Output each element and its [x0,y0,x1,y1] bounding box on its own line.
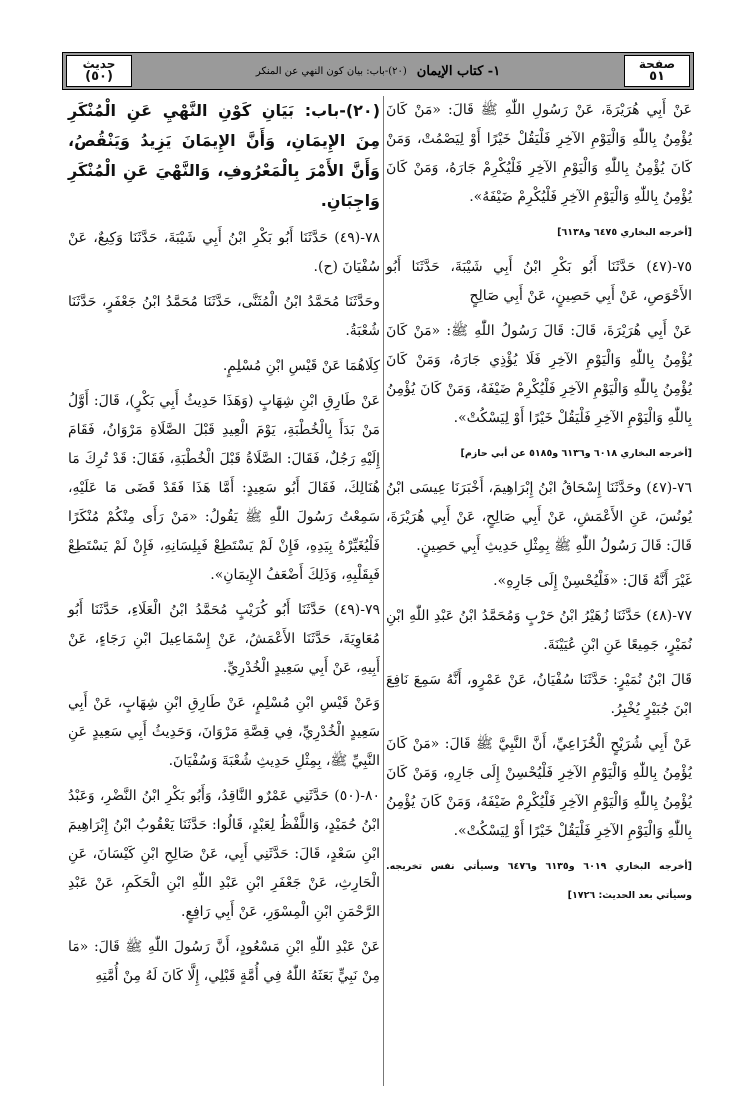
page-number-box [624,55,690,87]
hadith-paragraph: عَنْ أَبِي شُرَيْحٍ الْخُزَاعِيِّ، أَنَّ النَّبِيَّ ﷺ قَالَ: «مَنْ كَانَ يُؤْمِنُ بِاللّٰهِ وَالْيَوْمِ الآخِرِ فَلْيُحْسِنْ إِلَى جَارِهِ، وَمَنْ كَانَ يُؤْمِنُ بِاللّٰهِ وَالْيَوْمِ الآخِرِ فَلْيُكْرِمْ ضَيْفَهُ، وَمَنْ كَانَ يُؤْمِنُ بِاللّٰهِ وَالْيَوْمِ الآخِرِ فَلْيَقُلْ خَيْرًا أَوْ لِيَسْكُتْ». [386,736,692,839]
hadith-paragraph: عَنْ أَبِي هُرَيْرَةَ، قَالَ: قَالَ رَسُولُ اللّٰهِ ﷺ: «مَنْ كَانَ يُؤْمِنُ بِاللّٰهِ وَالْيَوْمِ الآخِرِ فَلَا يُؤْذِي جَارَهُ، وَمَنْ كَانَ يُؤْمِنُ بِاللّٰهِ وَالْيَوْمِ الآخِرِ فَلْيُكْرِمْ ضَيْفَهُ، وَمَنْ كَانَ يُؤْمِنُ بِاللّٰهِ وَالْيَوْمِ الآخِرِ فَلْيَقُلْ خَيْرًا أَوْ لِيَسْكُتْ». [386,323,692,426]
takhrij-note: [أخرجه البخاري ٦٤٧٥ و٦١٣٨] [557,227,692,238]
chapter-title: (٢٠)-باب: بيان كون النهي عن المنكر [255,65,407,77]
page-number: ٥١ [649,69,665,85]
hadith-paragraph: غَيْرَ أَنَّهُ قَالَ: «فَلْيُحْسِنْ إِلَى جَارِهِ». [493,573,692,589]
hadith-paragraph: عَنْ عَبْدِ اللّٰهِ ابْنِ مَسْعُودٍ، أَنَّ رَسُولَ اللّٰهِ ﷺ قَالَ: «مَا مِنْ نَبِيٍّ بَعَثَهُ اللّٰهُ فِي أُمَّةٍ قَبْلِي، إِلَّا كَانَ لَهُ مِنْ أُمَّتِهِ [68,939,380,984]
column-divider [383,96,384,1086]
hadith-paragraph: كِلَاهُمَا عَنْ قَيْسِ ابْنِ مُسْلِمٍ. [222,358,380,374]
hadith-paragraph: ٧٥-(٤٧) حَدَّثَنَا أَبُو بَكْرِ ابْنُ أَبِي شَيْبَةَ، حَدَّثَنَا أَبُو الأَحْوَصِ، عَنْ أَبِي حَصِينٍ، عَنْ أَبِي صَالِحٍ [386,259,692,304]
page-label: صفحة [638,56,676,71]
hadith-paragraph: ٧٧-(٤٨) حَدَّثَنَا زُهَيْرُ ابْنُ حَرْبٍ وَمُحَمَّدُ ابْنُ عَبْدِ اللّٰهِ ابْنِ نُمَيْرٍ، جَمِيعًا عَنِ ابْنِ عُيَيْنَةَ. [386,608,692,653]
hadith-paragraph: قَالَ ابْنُ نُمَيْرٍ: حَدَّثَنَا سُفْيَانُ، عَنْ عَمْرٍو، أَنَّهُ سَمِعَ نَافِعَ ابْنَ جُبَيْرٍ يُخْبِرُ. [386,672,692,717]
hadith-paragraph: ٨٠-(٥٠) حَدَّثَنِي عَمْرٌو النَّاقِدُ، وَأَبُو بَكْرِ ابْنُ النَّضْرِ، وَعَبْدُ ابْنُ حُمَيْدٍ، وَاللَّفْظُ لِعَبْدٍ، قَالُوا: حَدَّثَنَا يَعْقُوبُ ابْنُ إِبْرَاهِيمَ ابْنِ سَعْدٍ، قَالَ: حَدَّثَنِي أَبِي، عَنْ صَالِحِ ابْنِ كَيْسَانَ، عَنِ الْحَارِثِ، عَنْ جَعْفَرِ ابْنِ عَبْدِ اللّٰهِ ابْنِ الْحَكَمِ، عَنْ عَبْدِ الرَّحْمَنِ ابْنِ الْمِسْوَرِ، عَنْ أَبِي رَافِعٍ. [68,788,380,920]
left-column [68,96,380,997]
hadith-label: حديث [82,56,116,71]
hadith-number: (٥٠) [85,69,113,85]
hadith-paragraph: عَنْ أَبِي هُرَيْرَةَ، عَنْ رَسُولِ اللّٰهِ ﷺ قَالَ: «مَنْ كَانَ يُؤْمِنُ بِاللّٰهِ وَالْيَوْمِ الآخِرِ فَلْيَقُلْ خَيْرًا أَوْ لِيَصْمُتْ، وَمَنْ كَانَ يُؤْمِنُ بِاللّٰهِ وَالْيَوْمِ الآخِرِ فَلْيُكْرِمْ جَارَهُ، وَمَنْ كَانَ يُؤْمِنُ بِاللّٰهِ وَالْيَوْمِ الآخِرِ فَلْيُكْرِمْ ضَيْفَهُ». [386,102,692,205]
running-title [141,56,615,86]
page-header [62,52,694,90]
takhrij-note: [أخرجه البخاري ٦٠١٨ و٦١٣٦ و٥١٨٥ عن أبي حازم] [460,448,692,459]
hadith-paragraph: ٧٩-(٤٩) حَدَّثَنَا أَبُو كُرَيْبٍ مُحَمَّدُ ابْنُ الْعَلَاءِ، حَدَّثَنَا أَبُو مُعَاوِيَةَ، حَدَّثَنَا الأَعْمَشُ، عَنْ إِسْمَاعِيلَ ابْنِ رَجَاءٍ، عَنْ أَبِيهِ، عَنْ أَبِي سَعِيدٍ الْخُدْرِيِّ. [68,602,380,676]
hadith-paragraph: ٧٨-(٤٩) حَدَّثَنَا أَبُو بَكْرِ ابْنُ أَبِي شَيْبَةَ، حَدَّثَنَا وَكِيعٌ، عَنْ سُفْيَانَ (ح). [68,230,380,275]
takhrij-note: [أخرجه البخاري ٦٠١٩ و٦١٣٥ و٦٤٧٦ وسيأتي نفس تخريجه. وسيأتي بعد الحديث: ١٧٢٦] [386,861,693,901]
hadith-number-box [66,55,132,87]
book-title: ١- كتاب الإيمان [416,63,501,79]
hadith-paragraph: وَعَنْ قَيْسِ ابْنِ مُسْلِمٍ، عَنْ طَارِقِ ابْنِ شِهَابٍ، عَنْ أَبِي سَعِيدٍ الْخُدْرِيِّ، فِي قِصَّةِ مَرْوَانَ، وَحَدِيثُ أَبِي سَعِيدٍ عَنِ النَّبِيِّ ﷺ، بِمِثْلِ حَدِيثِ شُعْبَةَ وَسُفْيَانَ. [68,695,380,769]
right-column [386,96,692,916]
hadith-paragraph: عَنْ طَارِقِ ابْنِ شِهَابٍ (وَهَذَا حَدِيثُ أَبِي بَكْرٍ)، قَالَ: أَوَّلُ مَنْ بَدَأَ بِالْخُطْبَةِ، يَوْمَ الْعِيدِ قَبْلَ الصَّلَاةِ مَرْوَانُ، فَقَامَ إِلَيْهِ رَجُلٌ، فَقَالَ: الصَّلَاةُ قَبْلَ الْخُطْبَةِ، فَقَالَ: قَدْ تُرِكَ مَا هُنَالِكَ، فَقَالَ أَبُو سَعِيدٍ: أَمَّا هَذَا فَقَدْ قَضَى مَا عَلَيْهِ، سَمِعْتُ رَسُولَ اللّٰهِ ﷺ يَقُولُ: «مَنْ رَأَى مِنْكُمْ مُنْكَرًا فَلْيُغَيِّرْهُ بِيَدِهِ، فَإِنْ لَمْ يَسْتَطِعْ فَبِلِسَانِهِ، فَإِنْ لَمْ يَسْتَطِعْ فَبِقَلْبِهِ، وَذَلِكَ أَضْعَفُ الإِيمَانِ». [68,393,380,583]
hadith-paragraph: وحَدَّثَنَا مُحَمَّدُ ابْنُ الْمُثَنَّى، حَدَّثَنَا مُحَمَّدُ ابْنُ جَعْفَرٍ، حَدَّثَنَا شُعْبَةُ. [68,294,380,339]
chapter-heading: (٢٠)-باب: بَيَانِ كَوْنِ النَّهْيِ عَنِ الْمُنْكَرِ مِنَ الإِيمَانِ، وَأَنَّ الإِيمَانَ يَزِيدُ وَيَنْقُصُ، وَأَنَّ الأَمْرَ بِالْمَعْرُوفِ، وَالنَّهْيَ عَنِ الْمُنْكَرِ وَاجِبَانِ. [68,101,380,210]
hadith-paragraph: ٧٦-(٤٧) وحَدَّثَنَا إِسْحَاقُ ابْنُ إِبْرَاهِيمَ، أَخْبَرَنَا عِيسَى ابْنُ يُونُسَ، عَنِ الأَعْمَشِ، عَنْ أَبِي صَالِحٍ، عَنْ أَبِي هُرَيْرَةَ، قَالَ: قَالَ رَسُولُ اللّٰهِ ﷺ بِمِثْلِ حَدِيثِ أَبِي حَصِينٍ. [386,480,692,554]
